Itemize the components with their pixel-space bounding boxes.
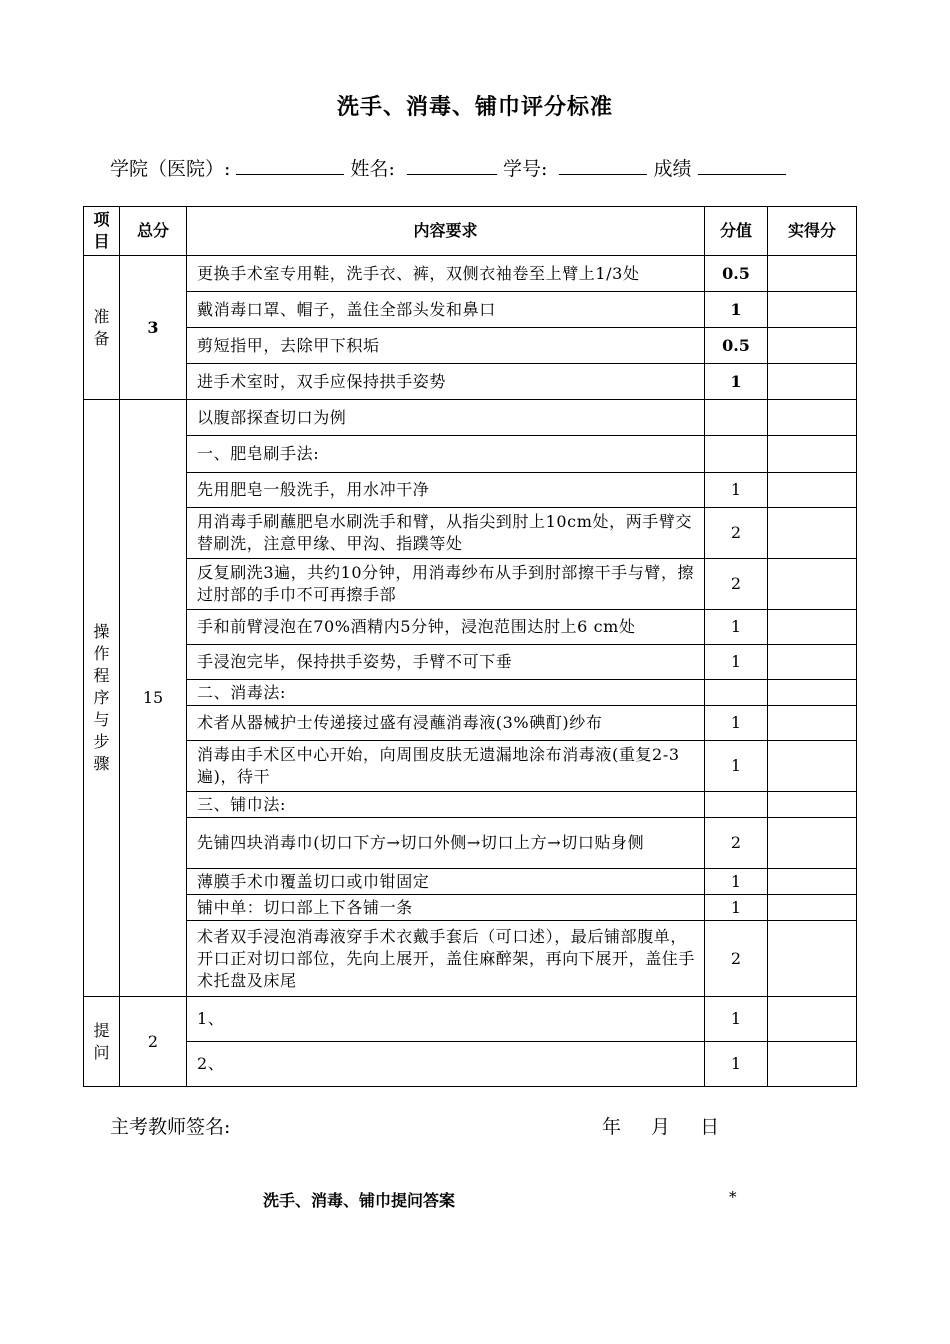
row-content: 用消毒手刷蘸肥皂水刷洗手和臂，从指尖到肘上10cm处，两手臂交替刷洗，注意甲缘、甲沟、指蹼等处 [187,508,705,559]
table-row [84,680,857,706]
table-row [84,292,857,328]
table-row [84,473,857,508]
asterisk-mark: * [729,1188,737,1206]
section-name: 准 备 [84,256,120,400]
earned-cell[interactable] [768,895,857,921]
table-row [84,400,857,436]
table-row [84,741,857,792]
page-title: 洗手、消毒、铺巾评分标准 [336,94,613,120]
answers-section-title: 洗手、消毒、铺巾提问答案 [263,1191,456,1210]
row-points [705,400,768,436]
row-content: 三、铺巾法: [187,792,705,818]
row-points: 2 [705,818,768,869]
row-points: 0.5 [705,256,768,292]
student-id-field[interactable] [559,156,647,175]
earned-cell[interactable] [768,869,857,895]
earned-cell[interactable] [768,741,857,792]
student-info-line [110,154,786,181]
row-content: 先用肥皂一般洗手，用水冲干净 [187,473,705,508]
header-total: 总分 [120,207,187,256]
earned-cell[interactable] [768,508,857,559]
name-field[interactable] [407,156,497,175]
row-points [705,436,768,473]
section-total: 2 [120,997,187,1087]
college-field[interactable] [236,156,344,175]
table-row [84,818,857,869]
earned-cell[interactable] [768,921,857,997]
row-content: 一、肥皂刷手法: [187,436,705,473]
earned-cell[interactable] [768,400,857,436]
row-content: 先铺四块消毒巾(切口下方→切口外侧→切口上方→切口贴身侧 [187,818,705,869]
row-points: 1 [705,292,768,328]
row-points: 1 [705,741,768,792]
row-content: 反复刷洗3遍，共约10分钟，用消毒纱布从手到肘部擦干手与臂，擦过肘部的手巾不可再擦手部 [187,559,705,610]
row-points [705,680,768,706]
section-name: 提 问 [84,997,120,1087]
row-points: 1 [705,706,768,741]
table-row [84,559,857,610]
row-content: 1、 [187,997,705,1042]
table-row [84,869,857,895]
earned-cell[interactable] [768,559,857,610]
section-name: 操 作 程 序 与 步 骤 [84,400,120,997]
name-label: 姓名: [350,158,395,180]
row-points: 2 [705,921,768,997]
row-points: 1 [705,645,768,680]
earned-cell[interactable] [768,1042,857,1087]
earned-cell[interactable] [768,610,857,645]
row-points: 1 [705,997,768,1042]
section-total: 3 [120,256,187,400]
scoring-table [83,206,857,1087]
row-content: 戴消毒口罩、帽子，盖住全部头发和鼻口 [187,292,705,328]
row-points: 2 [705,559,768,610]
earned-cell[interactable] [768,292,857,328]
row-content: 薄膜手术巾覆盖切口或巾钳固定 [187,869,705,895]
table-header-row [84,207,857,256]
row-content: 手和前臂浸泡在70%酒精内5分钟，浸泡范围达肘上6 cm处 [187,610,705,645]
date-label: 年 月 日 [602,1116,720,1138]
row-points: 2 [705,508,768,559]
table-row [84,436,857,473]
row-content: 以腹部探查切口为例 [187,400,705,436]
row-points: 1 [705,610,768,645]
table-row [84,256,857,292]
table-row [84,328,857,364]
table-row [84,364,857,400]
table-row [84,792,857,818]
table-row [84,1042,857,1087]
header-item: 项 目 [84,207,120,256]
section-total: 15 [120,400,187,997]
row-content: 进手术室时，双手应保持拱手姿势 [187,364,705,400]
header-earned: 实得分 [768,207,857,256]
row-content: 二、消毒法: [187,680,705,706]
row-content: 更换手术室专用鞋，洗手衣、裤，双侧衣袖卷至上臂上1/3处 [187,256,705,292]
row-points: 1 [705,473,768,508]
row-content: 剪短指甲，去除甲下积垢 [187,328,705,364]
earned-cell[interactable] [768,256,857,292]
row-points: 1 [705,364,768,400]
row-content: 2、 [187,1042,705,1087]
row-content: 术者从器械护士传递接过盛有浸蘸消毒液(3%碘酊)纱布 [187,706,705,741]
earned-cell[interactable] [768,680,857,706]
earned-cell[interactable] [768,645,857,680]
row-points [705,792,768,818]
table-row [84,706,857,741]
examiner-signature-label: 主考教师签名: [110,1116,231,1138]
score-label: 成绩 [653,158,692,180]
college-label: 学院（医院）: [110,158,231,180]
table-row [84,508,857,559]
earned-cell[interactable] [768,364,857,400]
row-points: 1 [705,895,768,921]
row-points: 1 [705,869,768,895]
row-points: 1 [705,1042,768,1087]
earned-cell[interactable] [768,706,857,741]
earned-cell[interactable] [768,997,857,1042]
earned-cell[interactable] [768,792,857,818]
table-row [84,921,857,997]
row-content: 消毒由手术区中心开始，向周围皮肤无遗漏地涂布消毒液(重复2-3遍)，待干 [187,741,705,792]
earned-cell[interactable] [768,818,857,869]
earned-cell[interactable] [768,473,857,508]
header-content: 内容要求 [187,207,705,256]
row-points: 0.5 [705,328,768,364]
student-id-label: 学号: [503,158,548,180]
table-row [84,895,857,921]
row-content: 铺中单：切口部上下各铺一条 [187,895,705,921]
score-field[interactable] [698,156,786,175]
table-row [84,997,857,1042]
row-content: 手浸泡完毕，保持拱手姿势，手臂不可下垂 [187,645,705,680]
row-content: 术者双手浸泡消毒液穿手术衣戴手套后（可口述），最后铺部腹单，开口正对切口部位，先向上展开，盖住麻醉架，再向下展开，盖住手术托盘及床尾 [187,921,705,997]
table-row [84,645,857,680]
table-row [84,610,857,645]
earned-cell[interactable] [768,436,857,473]
earned-cell[interactable] [768,328,857,364]
header-points: 分值 [705,207,768,256]
